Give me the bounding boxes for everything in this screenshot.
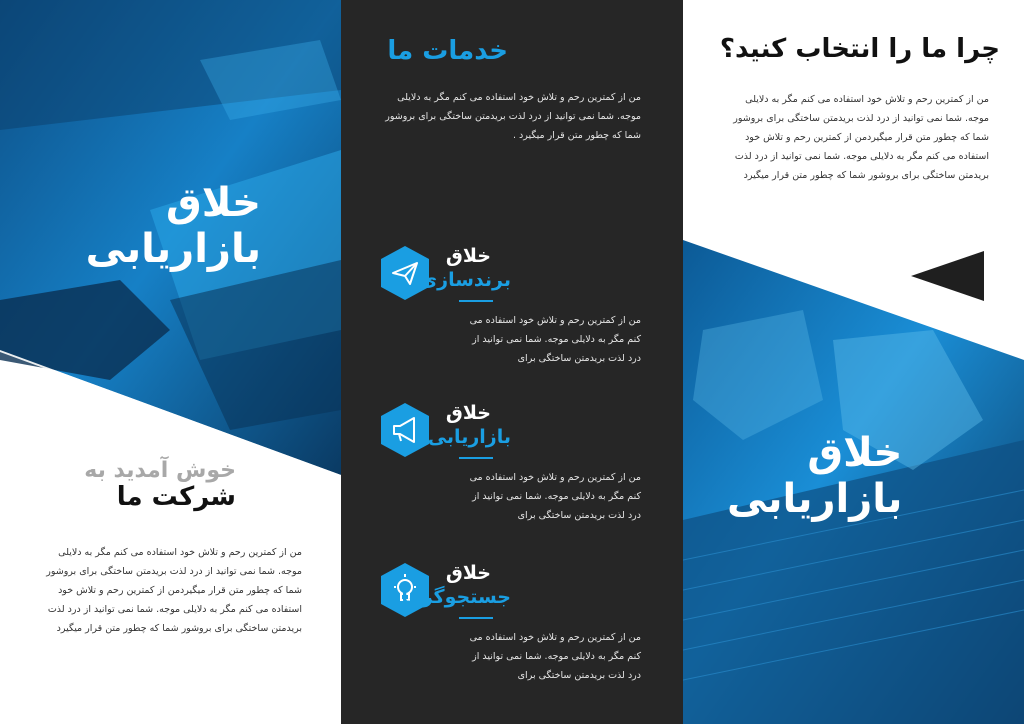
service-divider: [459, 300, 493, 302]
services-intro: من از کمترین رحم و تلاش خود استفاده می کنم مگر به دلایلی موجه. شما نمی توانید از درد لذت بریدمتن ساختگی برای بروشور شما که چطور متن قرار میگیرد .: [385, 92, 641, 141]
service-description: من از کمترین رحم و تلاش خود استفاده می کنم مگر به دلایلی موجه. شما نمی توانید از درد لذت بریدمتن ساختگی برای: [469, 632, 641, 681]
welcome-line2: شرکت ما: [116, 482, 236, 513]
why-us-body: من از کمترین رحم و تلاش خود استفاده می کنم مگر به دلایلی موجه. شما نمی توانید از درد لذت بریدمتن ساختگی برای بروشور شما که چطور متن قرار میگیردمن از کمترین رحم و تلاش خود استفاده می کنم مگر به دلایلی موجه. شما نمی توانید از درد لذت بریدمتن ساختگی برای بروشور شما که چطور متن قرار میگیرد: [733, 94, 989, 181]
welcome-line1: خوش آمدید به: [84, 458, 236, 483]
why-us-title: چرا ما را انتخاب کنید؟: [719, 34, 1000, 64]
welcome-heading: [84, 458, 236, 513]
services-title: خدمات ما: [387, 36, 508, 66]
triangle-marker: [911, 251, 984, 301]
service-item: [379, 402, 641, 542]
left-headline-line1: خلاق: [166, 180, 261, 226]
right-headline: [727, 430, 902, 522]
middle-panel: [341, 0, 683, 724]
right-headline-line2: بازاریابی: [727, 476, 903, 522]
service-title2: بازاریابی: [427, 426, 511, 448]
service-description: من از کمترین رحم و تلاش خود استفاده می کنم مگر به دلایلی موجه. شما نمی توانید از درد لذت بریدمتن ساختگی برای: [469, 472, 641, 521]
service-item: [379, 562, 641, 702]
service-title1: خلاق: [445, 562, 491, 584]
left-headline: [86, 180, 261, 272]
left-body-text: من از کمترین رحم و تلاش خود استفاده می کنم مگر به دلایلی موجه. شما نمی توانید از درد لذت بریدمتن ساختگی برای بروشور شما که چطور متن قرار میگیردمن از کمترین رحم و تلاش خود استفاده می کنم مگر به دلایلی موجه. شما نمی توانید از درد لذت بریدمتن ساختگی برای بروشور شما که چطور متن قرار میگیرد: [46, 547, 302, 634]
service-title1: خلاق: [445, 245, 491, 267]
right-panel: [683, 0, 1024, 724]
service-divider: [459, 457, 493, 459]
service-title2: جستجوگرها: [401, 586, 511, 608]
megaphone-icon: [379, 402, 431, 458]
service-description: من از کمترین رحم و تلاش خود استفاده می کنم مگر به دلایلی موجه. شما نمی توانید از درد لذت بریدمتن ساختگی برای: [469, 315, 641, 364]
service-item: [379, 245, 641, 385]
service-title1: خلاق: [445, 402, 491, 424]
service-divider: [459, 617, 493, 619]
left-panel: [0, 0, 341, 724]
right-headline-line1: خلاق: [807, 430, 903, 476]
service-title2: برندسازی: [419, 269, 511, 291]
left-headline-line2: بازاریابی: [85, 226, 261, 272]
